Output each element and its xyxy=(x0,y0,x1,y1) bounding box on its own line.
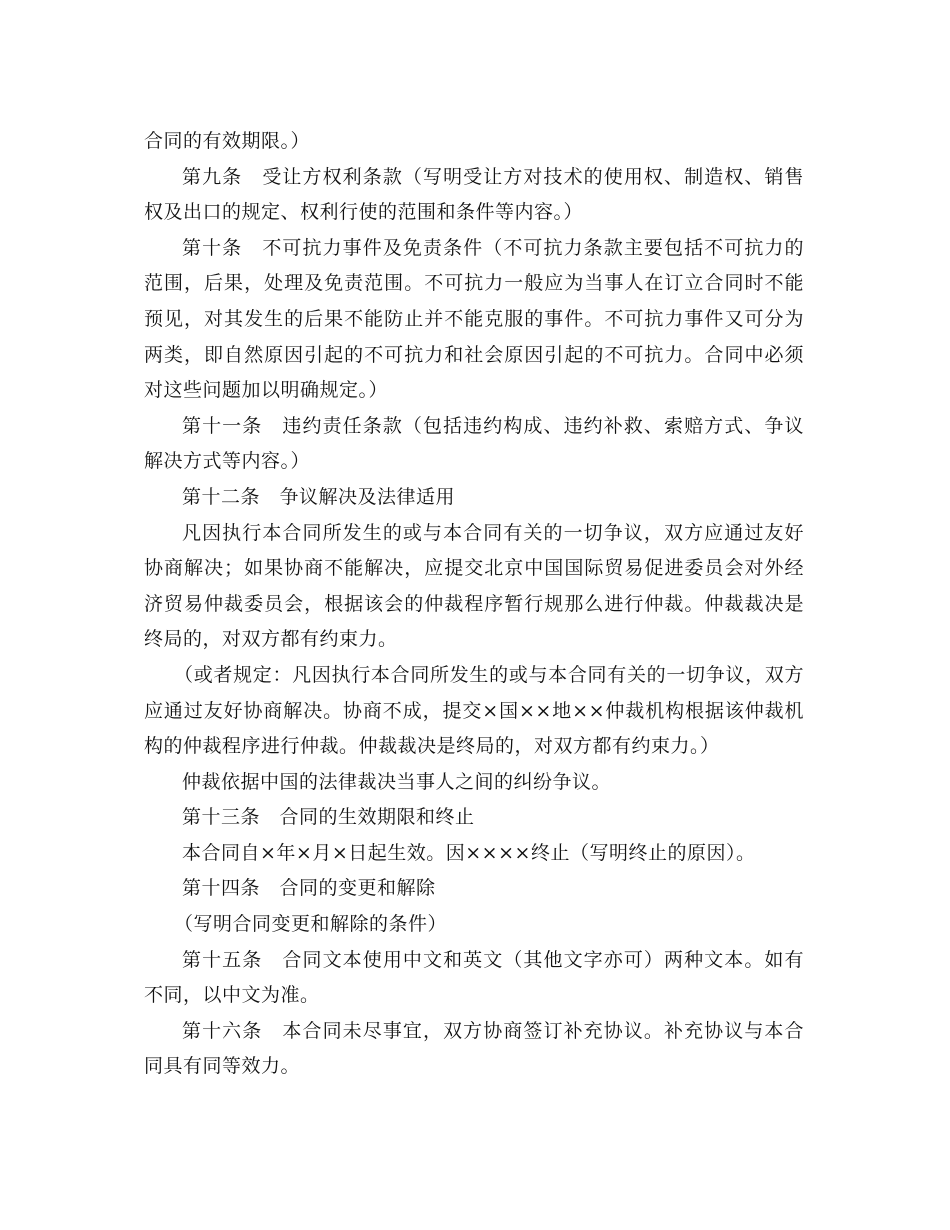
paragraph-article-12-heading: 第十二条 争议解决及法律适用 xyxy=(182,485,456,508)
paragraph-article-15: 第十五条 合同文本使用中文和英文（其他文字亦可）两种文本。如有不同，以中文为准。 xyxy=(144,948,804,1007)
paragraph-article-16: 第十六条 本合同未尽事宜，双方协商签订补充协议。补充协议与本合同具有同等效力。 xyxy=(144,1019,804,1078)
paragraph-article-10: 第十条 不可抗力事件及免责条件（不可抗力条款主要包括不可抗力的范围，后果，处理及免责范围。不可抗力一般应为当事人在订立合同时不能预见，对其发生的后果不能防止并不能克服的事件。不可抗力事件又可分为两类，即自然原因引起的不可抗力和社会原因引起的不可抗力。合同中必须对这些问题加以明确规定。） xyxy=(144,236,804,402)
document-body xyxy=(144,124,804,1085)
paragraph-article-11: 第十一条 违约责任条款（包括违约构成、违约补救、索赔方式、争议解决方式等内容。） xyxy=(144,414,804,473)
paragraph-arbitration-clause: 凡因执行本合同所发生的或与本合同有关的一切争议，双方应通过友好协商解决；如果协商不能解决，应提交北京中国国际贸易促进委员会对外经济贸易仲裁委员会，根据该会的仲裁程序暂行规那么进行仲裁。仲裁裁决是终局的，对双方都有约束力。 xyxy=(144,521,804,651)
paragraph-governing-law: 仲裁依据中国的法律裁决当事人之间的纠纷争议。 xyxy=(182,770,612,793)
paragraph-article-14-heading: 第十四条 合同的变更和解除 xyxy=(182,877,436,900)
paragraph-article-9: 第九条 受让方权利条款（写明受让方对技术的使用权、制造权、销售权及出口的规定、权利行使的范围和条件等内容。） xyxy=(144,165,804,224)
paragraph-amendment-conditions: （写明合同变更和解除的条件） xyxy=(174,913,448,936)
paragraph-article-13-heading: 第十三条 合同的生效期限和终止 xyxy=(182,806,475,829)
paragraph-validity-continuation: 合同的有效期限。） xyxy=(144,130,311,152)
paragraph-effective-date: 本合同自×年×月×日起生效。因××××终止（写明终止的原因）。 xyxy=(182,841,756,864)
paragraph-arbitration-alternative: （或者规定：凡因执行本合同所发生的或与本合同有关的一切争议，双方应通过友好协商解决。协商不成，提交×国××地××仲裁机构根据该仲裁机构的仲裁程序进行仲裁。仲裁裁决是终局的，对双方都有约束力。） xyxy=(144,663,804,758)
